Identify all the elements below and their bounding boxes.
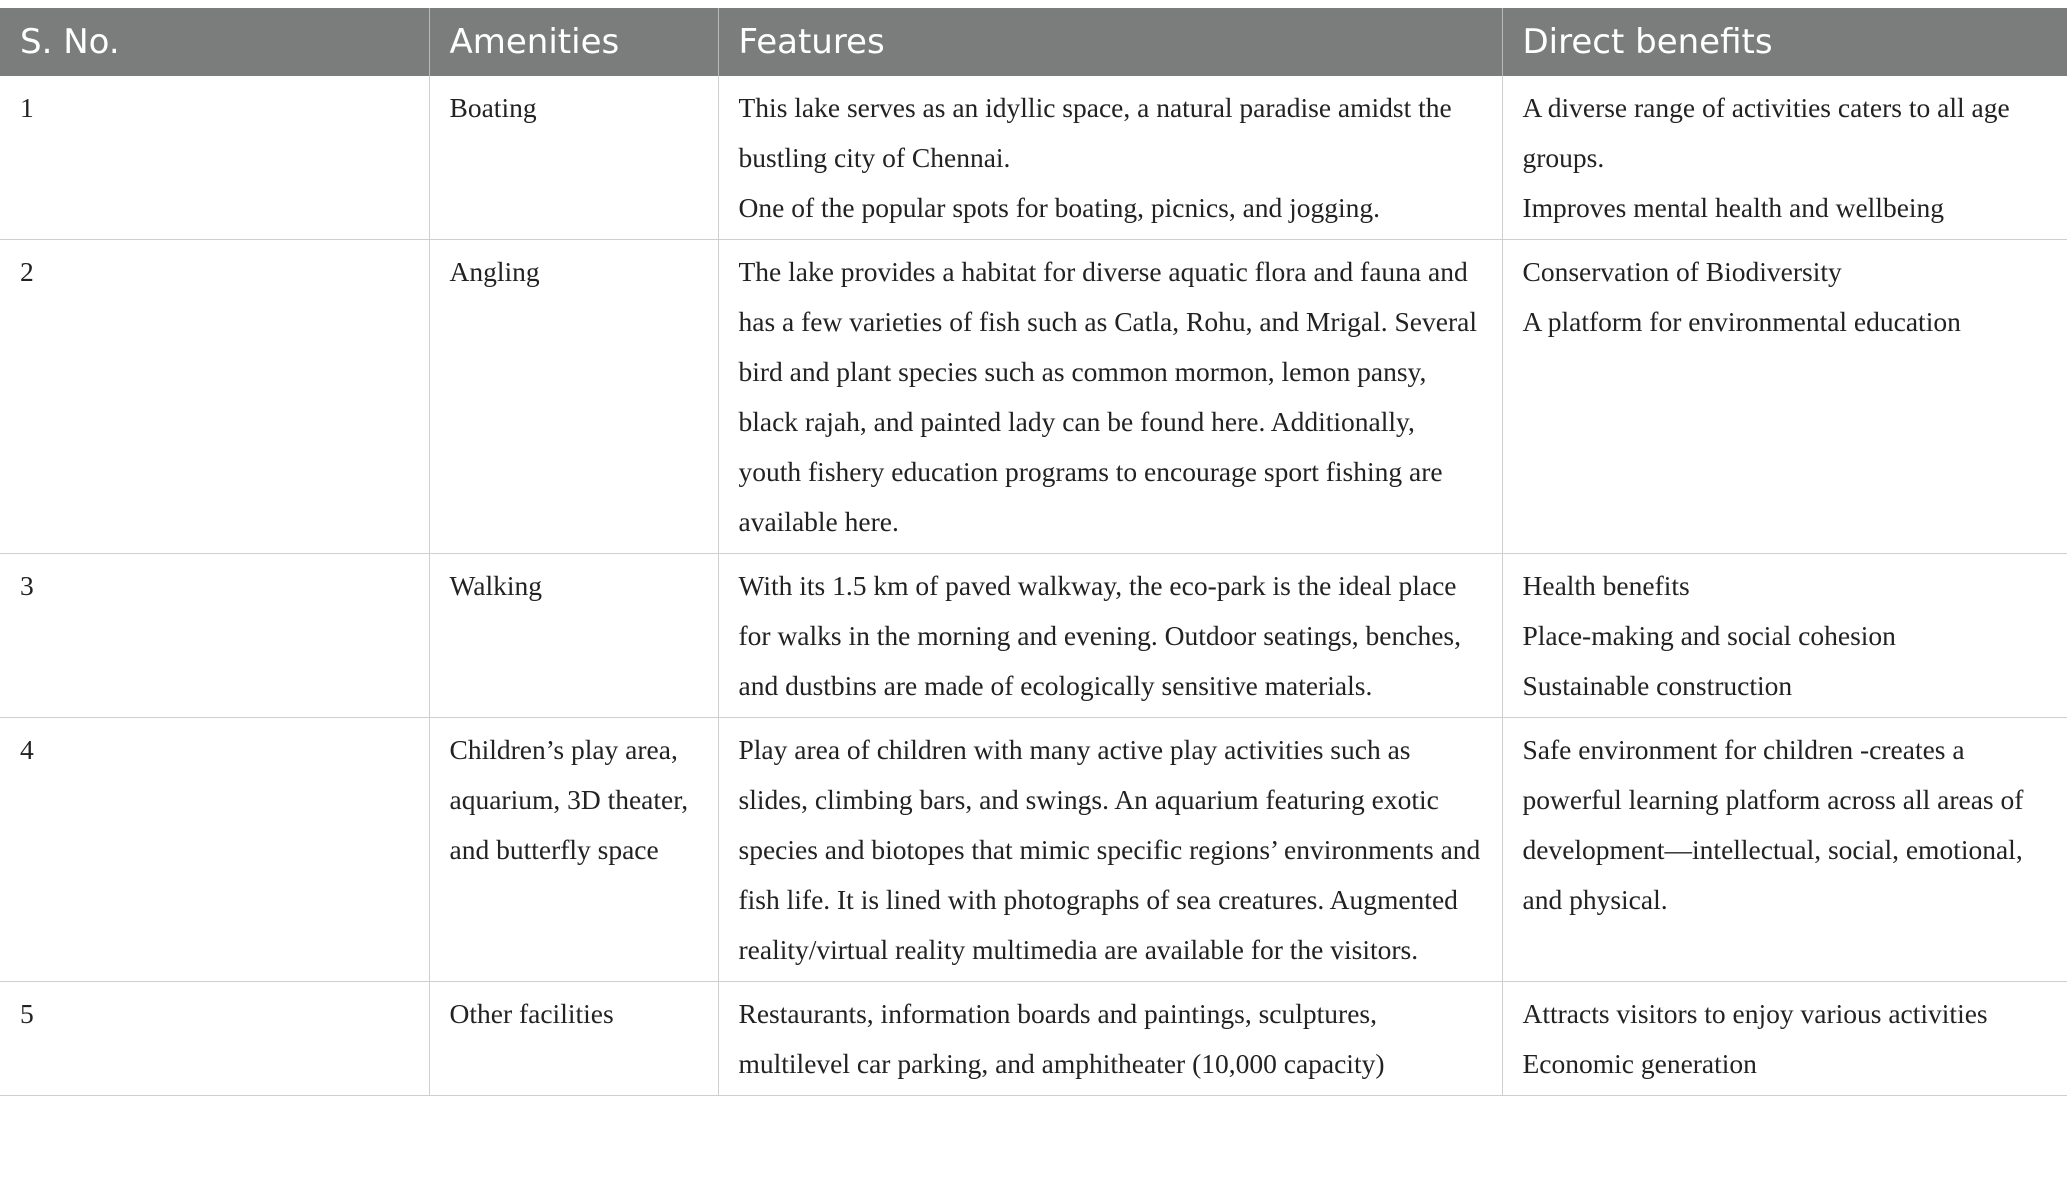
benefit-text: Safe environment for children -creates a powerful learning platform across all areas of development—intellectual, social, emotional, and physical. bbox=[1522, 734, 2024, 915]
cell-benefits bbox=[1502, 982, 2067, 1096]
benefit-text: A platform for environmental education bbox=[1522, 306, 1961, 337]
table-row bbox=[0, 240, 2067, 554]
cell-amenity: Boating bbox=[429, 76, 718, 240]
cell-benefits bbox=[1502, 76, 2067, 240]
feature-text: The lake provides a habitat for diverse aquatic flora and fauna and has a few varieties of fish such as Catla, Rohu, and Mrigal. Several bird and plant species such as common mormon, lemon pansy, black rajah, and painted lady can be found here. Additionally, youth fishery education programs to encourage sport fishing are available here. bbox=[738, 256, 1477, 537]
table-row bbox=[0, 554, 2067, 718]
cell-sno: 4 bbox=[0, 718, 429, 982]
header-direct-benefits: Direct benefits bbox=[1502, 8, 2067, 76]
header-amenities: Amenities bbox=[429, 8, 718, 76]
cell-amenity: Angling bbox=[429, 240, 718, 554]
cell-amenity: Walking bbox=[429, 554, 718, 718]
cell-features bbox=[718, 76, 1502, 240]
cell-benefits bbox=[1502, 240, 2067, 554]
cell-sno: 1 bbox=[0, 76, 429, 240]
cell-sno: 3 bbox=[0, 554, 429, 718]
benefit-text: Improves mental health and wellbeing bbox=[1522, 192, 1945, 223]
cell-sno: 2 bbox=[0, 240, 429, 554]
cell-features bbox=[718, 240, 1502, 554]
feature-text: This lake serves as an idyllic space, a natural paradise amidst the bustling city of Chennai. bbox=[738, 92, 1452, 173]
benefit-text: A diverse range of activities caters to all age groups. bbox=[1522, 92, 2010, 173]
cell-features bbox=[718, 982, 1502, 1096]
cell-features bbox=[718, 718, 1502, 982]
header-features: Features bbox=[718, 8, 1502, 76]
cell-features bbox=[718, 554, 1502, 718]
benefit-text: Economic generation bbox=[1522, 1048, 1757, 1079]
table-row bbox=[0, 76, 2067, 240]
feature-text: One of the popular spots for boating, picnics, and jogging. bbox=[738, 192, 1381, 223]
header-sno: S. No. bbox=[0, 8, 429, 76]
feature-text: Play area of children with many active play activities such as slides, climbing bars, and swings. An aquarium featuring exotic species and biotopes that mimic specific regions’ environments and fish life. It is lined with photographs of sea creatures. Augmented reality/virtual reality multimedia are available for the visitors. bbox=[738, 734, 1481, 965]
feature-text: Restaurants, information boards and paintings, sculptures, multilevel car parking, and amphitheater (10,000 capacity) bbox=[738, 998, 1385, 1079]
benefit-text: Sustainable construction bbox=[1522, 670, 1793, 701]
cell-benefits bbox=[1502, 718, 2067, 982]
benefit-text: Place-making and social cohesion bbox=[1522, 620, 1896, 651]
benefit-text: Conservation of Biodiversity bbox=[1522, 256, 1842, 287]
cell-amenity: Children’s play area, aquarium, 3D theater, and butterfly space bbox=[429, 718, 718, 982]
cell-amenity: Other facilities bbox=[429, 982, 718, 1096]
amenities-table bbox=[0, 8, 2067, 1096]
cell-benefits bbox=[1502, 554, 2067, 718]
cell-sno: 5 bbox=[0, 982, 429, 1096]
table-header-row bbox=[0, 8, 2067, 76]
table-row bbox=[0, 718, 2067, 982]
benefit-text: Health benefits bbox=[1522, 570, 1690, 601]
feature-text: With its 1.5 km of paved walkway, the eco-park is the ideal place for walks in the morning and evening. Outdoor seatings, benches, and dustbins are made of ecologically sensitive materials. bbox=[738, 570, 1461, 701]
table-row bbox=[0, 982, 2067, 1096]
benefit-text: Attracts visitors to enjoy various activities bbox=[1522, 998, 1988, 1029]
